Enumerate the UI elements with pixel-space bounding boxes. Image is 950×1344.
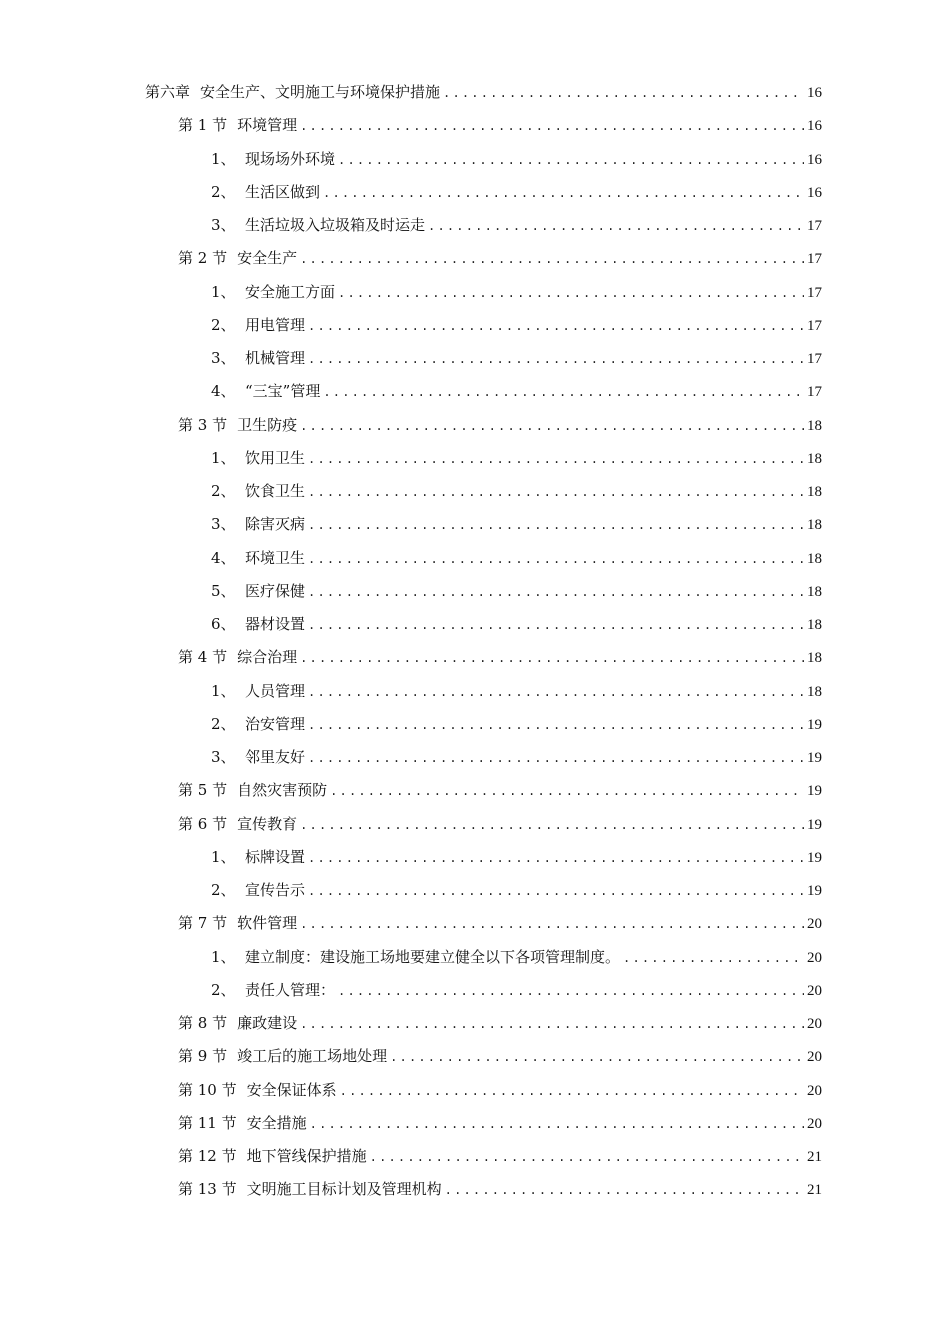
toc-entry-title: 环境卫生 [245, 548, 306, 567]
toc-page-number: 19 [807, 816, 822, 833]
toc-entry-title: 环境管理 [237, 116, 298, 135]
toc-entry-title: 用电管理 [245, 315, 306, 334]
toc-dot-leader [623, 946, 804, 970]
toc-dot-leader [308, 879, 804, 903]
toc-dot-leader [338, 148, 804, 172]
toc-dot-leader [310, 1112, 804, 1136]
toc-entry-title: 宣传教育 [237, 814, 298, 833]
toc-entry-title: 综合治理 [237, 648, 298, 667]
toc-section-entry[interactable] [178, 645, 822, 669]
toc-entry-number: 3、 [211, 216, 236, 234]
toc-dot-leader [308, 846, 804, 870]
toc-entry-number: 第 1 节 [178, 116, 228, 135]
toc-entry-number: 2、 [211, 182, 236, 201]
toc-page-number: 17 [807, 284, 822, 301]
toc-subsection-entry[interactable] [211, 346, 822, 370]
toc-dot-leader [308, 580, 804, 604]
toc-entry-title: 宣传告示 [245, 881, 306, 899]
toc-section-entry[interactable] [178, 413, 822, 437]
toc-subsection-entry[interactable] [211, 945, 822, 969]
toc-subsection-entry[interactable] [211, 479, 822, 503]
toc-entry-title: 生活区做到 [245, 182, 321, 201]
toc-page-number: 16 [807, 85, 822, 101]
toc-chapter-entry[interactable] [145, 80, 822, 104]
toc-page-number: 21 [807, 1149, 822, 1165]
toc-page-number: 21 [807, 1182, 822, 1199]
toc-dot-leader [390, 1045, 804, 1069]
toc-dot-leader [308, 513, 804, 537]
toc-entry-title: 责任人管理： [245, 980, 336, 999]
toc-entry-number: 第 4 节 [178, 648, 228, 667]
toc-entry-number: 1、 [211, 282, 236, 301]
toc-page-number: 18 [807, 484, 822, 500]
toc-section-entry[interactable] [178, 1011, 822, 1035]
toc-page-number: 18 [807, 683, 822, 700]
toc-subsection-entry[interactable] [211, 612, 822, 636]
toc-entry-number: 2、 [211, 980, 236, 999]
toc-page-number: 18 [807, 517, 822, 534]
toc-dot-leader [338, 979, 804, 1003]
toc-dot-leader [308, 447, 804, 471]
toc-section-entry[interactable] [178, 911, 822, 935]
toc-page-number: 20 [807, 1049, 822, 1066]
toc-dot-leader [308, 613, 804, 637]
toc-dot-leader [428, 214, 804, 238]
toc-dot-leader [308, 746, 804, 770]
toc-subsection-entry[interactable] [211, 313, 822, 337]
toc-entry-title: 安全施工方面 [245, 282, 336, 301]
toc-subsection-entry[interactable] [211, 712, 822, 736]
toc-entry-number: 第 10 节 [178, 1080, 237, 1099]
toc-subsection-entry[interactable] [211, 180, 822, 204]
toc-entry-number: 1、 [211, 448, 236, 467]
toc-dot-leader [308, 547, 804, 571]
toc-entry-title: 标牌设置 [245, 847, 306, 866]
toc-entry-number: 2、 [211, 881, 236, 899]
toc-section-entry[interactable] [178, 1044, 822, 1068]
toc-entry-number: 3、 [211, 748, 236, 766]
toc-entry-title: 地下管线保护措施 [246, 1147, 367, 1165]
toc-entry-number: 第 9 节 [178, 1047, 228, 1066]
toc-entry-number: 第 7 节 [178, 914, 228, 933]
toc-page-number: 16 [807, 151, 822, 168]
toc-entry-number: 6、 [211, 615, 236, 633]
toc-page-number: 17 [807, 384, 822, 401]
toc-dot-leader [330, 779, 804, 803]
toc-entry-title: 治安管理 [245, 714, 306, 733]
toc-page-number: 20 [807, 949, 822, 966]
toc-dot-leader [300, 646, 804, 670]
toc-dot-leader [323, 181, 804, 205]
toc-dot-leader [300, 1012, 804, 1036]
toc-page-number: 17 [807, 218, 822, 234]
toc-entry-number: 5、 [211, 581, 236, 600]
toc-dot-leader [340, 1079, 804, 1103]
toc-entry-number: 第 5 节 [178, 781, 228, 800]
toc-entry-number: 3、 [211, 515, 236, 534]
toc-subsection-entry[interactable] [211, 579, 822, 603]
toc-subsection-entry[interactable] [211, 379, 822, 403]
toc-entry-number: 第六章 [145, 83, 191, 101]
toc-page-number: 18 [807, 583, 822, 600]
toc-entry-title: 机械管理 [245, 349, 306, 367]
toc-page-number: 19 [807, 716, 822, 733]
toc-page-number: 17 [807, 251, 822, 268]
toc-entry-number: 第 2 节 [178, 249, 228, 268]
toc-page-number: 20 [807, 916, 822, 933]
toc-section-entry[interactable] [178, 1144, 822, 1168]
toc-entry-number: 第 12 节 [178, 1147, 237, 1165]
toc-page-number: 18 [807, 617, 822, 633]
toc-page-number: 16 [807, 184, 822, 201]
toc-entry-number: 1、 [211, 947, 236, 966]
toc-page-number: 20 [807, 1082, 822, 1099]
toc-subsection-entry[interactable] [211, 878, 822, 902]
toc-entry-number: 第 3 节 [178, 415, 228, 434]
toc-entry-title: 建立制度：建设施工场地要建立健全以下各项管理制度。 [245, 947, 621, 966]
toc-entry-title: 竣工后的施工场地处理 [237, 1047, 388, 1066]
toc-section-entry[interactable] [178, 778, 822, 802]
toc-entry-number: 1、 [211, 681, 236, 700]
toc-dot-leader [338, 281, 804, 305]
toc-entry-title: 安全生产 [237, 249, 298, 268]
toc-page-number: 19 [807, 783, 822, 800]
toc-entry-title: 安全措施 [246, 1113, 307, 1132]
toc-page-number: 20 [807, 1115, 822, 1132]
toc-entry-number: 1、 [211, 149, 236, 168]
toc-entry-number: 2、 [211, 315, 236, 334]
toc-dot-leader [300, 813, 804, 837]
toc-entry-title: 饮用卫生 [245, 448, 306, 467]
toc-entry-number: 第 13 节 [178, 1180, 237, 1199]
toc-dot-leader [308, 347, 804, 371]
toc-dot-leader [445, 1178, 804, 1202]
toc-entry-title: 文明施工目标计划及管理机构 [246, 1180, 442, 1199]
toc-dot-leader [308, 713, 804, 737]
toc-subsection-entry[interactable] [211, 978, 822, 1002]
toc-entry-title: 卫生防疫 [237, 415, 298, 434]
toc-entry-title: 安全保证体系 [246, 1080, 337, 1099]
toc-subsection-entry[interactable] [211, 446, 822, 470]
toc-entry-number: 2、 [211, 482, 236, 500]
toc-page-number: 19 [807, 750, 822, 766]
toc-subsection-entry[interactable] [211, 845, 822, 869]
toc-entry-title: 廉政建设 [237, 1014, 298, 1032]
toc-entry-title: 饮食卫生 [245, 482, 306, 500]
toc-entry-title: 生活垃圾入垃圾箱及时运走 [245, 216, 426, 234]
toc-page-number: 18 [807, 450, 822, 467]
toc-entry-number: 4、 [211, 548, 236, 567]
toc-subsection-entry[interactable] [211, 147, 822, 171]
toc-entry-number: 4、 [211, 382, 236, 401]
toc-section-entry[interactable] [178, 113, 822, 137]
toc-entry-title: 医疗保健 [245, 581, 306, 600]
toc-page-number: 17 [807, 317, 822, 334]
toc-dot-leader [308, 680, 804, 704]
toc-dot-leader [443, 81, 804, 105]
toc-section-entry[interactable] [178, 1078, 822, 1102]
toc-subsection-entry[interactable] [211, 213, 822, 237]
toc-dot-leader [300, 912, 804, 936]
toc-subsection-entry[interactable] [211, 280, 822, 304]
toc-entry-title: 软件管理 [237, 914, 298, 933]
toc-entry-number: 第 11 节 [178, 1113, 237, 1132]
toc-page-number: 17 [807, 351, 822, 367]
toc-dot-leader [308, 480, 804, 504]
toc-section-entry[interactable] [178, 1111, 822, 1135]
toc-entry-number: 2、 [211, 714, 236, 733]
toc-page-number: 20 [807, 982, 822, 999]
toc-entry-title: 邻里友好 [245, 748, 306, 766]
toc-page-number: 18 [807, 550, 822, 567]
toc-dot-leader [300, 247, 804, 271]
toc-page-number: 19 [807, 849, 822, 866]
toc-dot-leader [300, 414, 804, 438]
toc-subsection-entry[interactable] [211, 546, 822, 570]
toc-entry-title: 除害灭病 [245, 515, 306, 534]
toc-subsection-entry[interactable] [211, 679, 822, 703]
toc-page-number: 20 [807, 1016, 822, 1032]
toc-entry-title: 安全生产、文明施工与环境保护措施 [200, 83, 441, 101]
toc-page-number: 16 [807, 118, 822, 135]
toc-subsection-entry[interactable] [211, 745, 822, 769]
toc-entry-number: 第 8 节 [178, 1014, 228, 1032]
toc-entry-number: 3、 [211, 349, 236, 367]
toc-dot-leader [300, 114, 804, 138]
toc-page-number: 18 [807, 417, 822, 434]
toc-entry-title: 人员管理 [245, 681, 306, 700]
toc-entry-title: 器材设置 [245, 615, 306, 633]
toc-section-entry[interactable] [178, 812, 822, 836]
toc-entry-number: 1、 [211, 847, 236, 866]
toc-entry-title: “三宝”管理 [245, 382, 321, 401]
toc-dot-leader [308, 314, 804, 338]
toc-entry-title: 现场场外环境 [245, 149, 336, 168]
toc-dot-leader [370, 1145, 804, 1169]
toc-dot-leader [323, 380, 804, 404]
toc-entry-number: 第 6 节 [178, 814, 228, 833]
toc-section-entry[interactable] [178, 246, 822, 270]
toc-page-number: 18 [807, 650, 822, 667]
toc-entry-title: 自然灾害预防 [237, 781, 328, 800]
toc-page-number: 19 [807, 883, 822, 899]
toc-section-entry[interactable] [178, 1177, 822, 1201]
toc-subsection-entry[interactable] [211, 512, 822, 536]
